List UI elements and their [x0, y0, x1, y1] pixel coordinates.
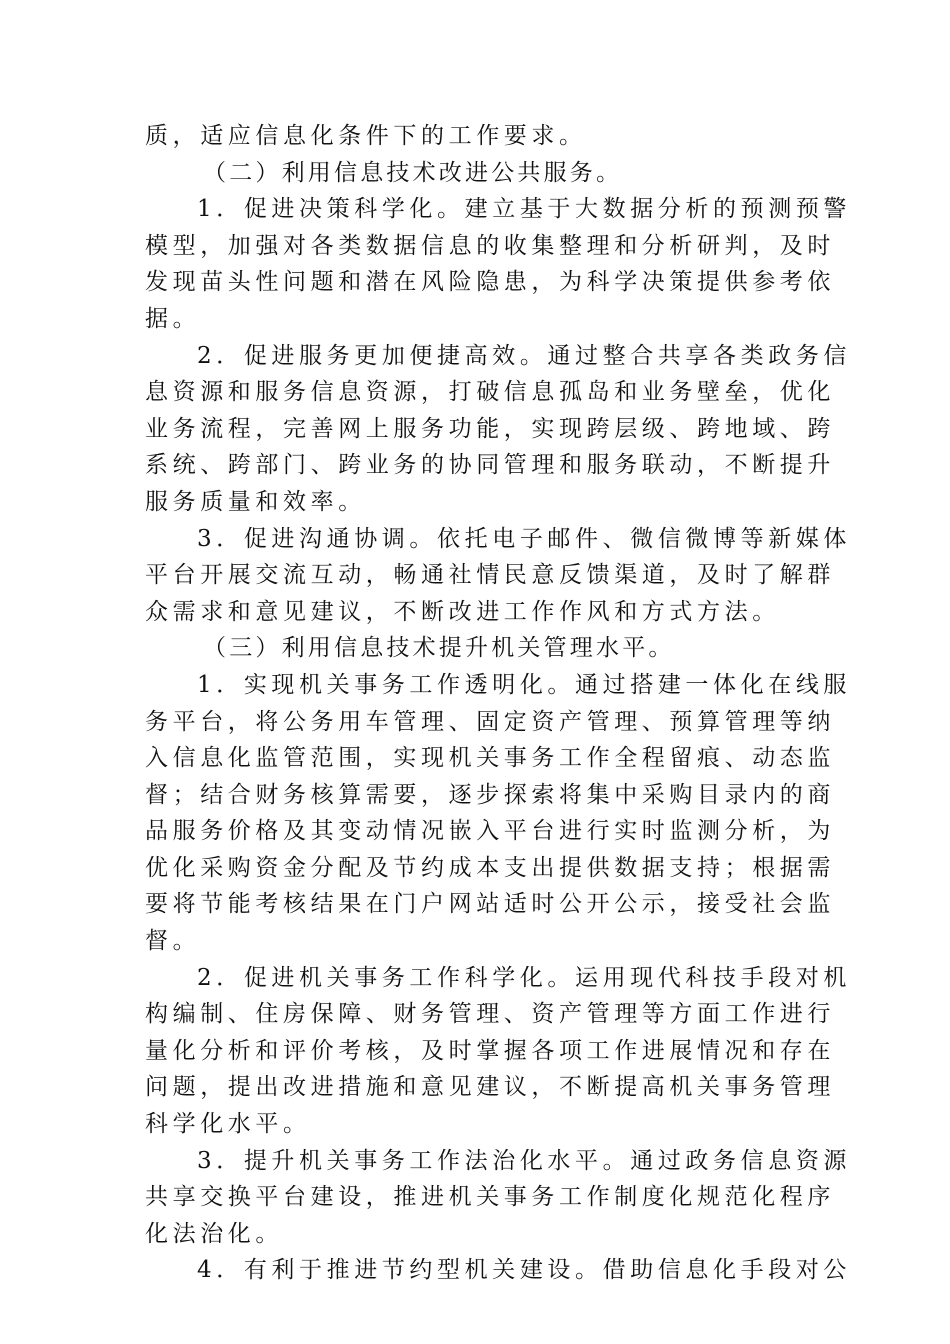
paragraph-start: 1．促进决策科学化。建立基于大数据分析的预测预警	[197, 196, 852, 223]
text-line: 息资源和服务信息资源，打破信息孤岛和业务壁垒，优化	[145, 379, 835, 406]
document-body	[145, 118, 852, 1289]
text-line: 发现苗头性问题和潜在风险隐患，为科学决策提供参考依	[145, 269, 835, 296]
paragraph-start: 4．有利于推进节约型机关建设。借助信息化手段对公	[197, 1257, 852, 1284]
text-line: 品服务价格及其变动情况嵌入平台进行实时监测分析，为	[145, 818, 835, 845]
text-line: 众需求和意见建议，不断改进工作作风和方式方法。	[145, 598, 780, 625]
text-line: 入信息化监管范围，实现机关事务工作全程留痕、动态监	[145, 745, 835, 772]
text-line: 要将节能考核结果在门户网站适时公开公示，接受社会监	[145, 891, 835, 918]
text-line: 化法治化。	[145, 1220, 283, 1247]
paragraph-start: 3．促进沟通协调。依托电子邮件、微信微博等新媒体	[197, 525, 852, 552]
text-line: 督；结合财务核算需要，逐步探索将集中采购目录内的商	[145, 781, 835, 808]
text-line: 系统、跨部门、跨业务的协同管理和服务联动，不断提升	[145, 452, 835, 479]
text-line: 平台开展交流互动，畅通社情民意反馈渠道，及时了解群	[145, 562, 835, 589]
text-line: 据。	[145, 305, 201, 332]
paragraph-start: 2．促进服务更加便捷高效。通过整合共享各类政务信	[197, 342, 852, 369]
paragraph-start: 2．促进机关事务工作科学化。运用现代科技手段对机	[197, 964, 852, 991]
text-line: 务平台，将公务用车管理、固定资产管理、预算管理等纳	[145, 708, 835, 735]
text-line: 业务流程，完善网上服务功能，实现跨层级、跨地域、跨	[145, 415, 835, 442]
text-line: 量化分析和评价考核，及时掌握各项工作进展情况和存在	[145, 1037, 835, 1064]
text-line: 服务质量和效率。	[145, 488, 366, 515]
section-heading-3: （三）利用信息技术提升机关管理水平。	[203, 635, 675, 662]
text-line: 质，适应信息化条件下的工作要求。	[145, 123, 587, 149]
paragraph-start: 1．实现机关事务工作透明化。通过搭建一体化在线服	[197, 671, 852, 698]
text-line: 构编制、住房保障、财务管理、资产管理等方面工作进行	[145, 1001, 835, 1028]
text-line: 科学化水平。	[145, 1111, 311, 1138]
text-line: 督。	[145, 928, 201, 955]
text-line: 模型，加强对各类数据信息的收集整理和分析研判，及时	[145, 232, 835, 259]
text-line: 共享交换平台建设，推进机关事务工作制度化规范化程序	[145, 1184, 835, 1211]
text-line: 问题，提出改进措施和意见建议，不断提高机关事务管理	[145, 1074, 835, 1101]
text-line: 优化采购资金分配及节约成本支出提供数据支持；根据需	[145, 854, 835, 881]
paragraph-start: 3．提升机关事务工作法治化水平。通过政务信息资源	[197, 1147, 852, 1174]
section-heading-2: （二）利用信息技术改进公共服务。	[203, 159, 623, 186]
